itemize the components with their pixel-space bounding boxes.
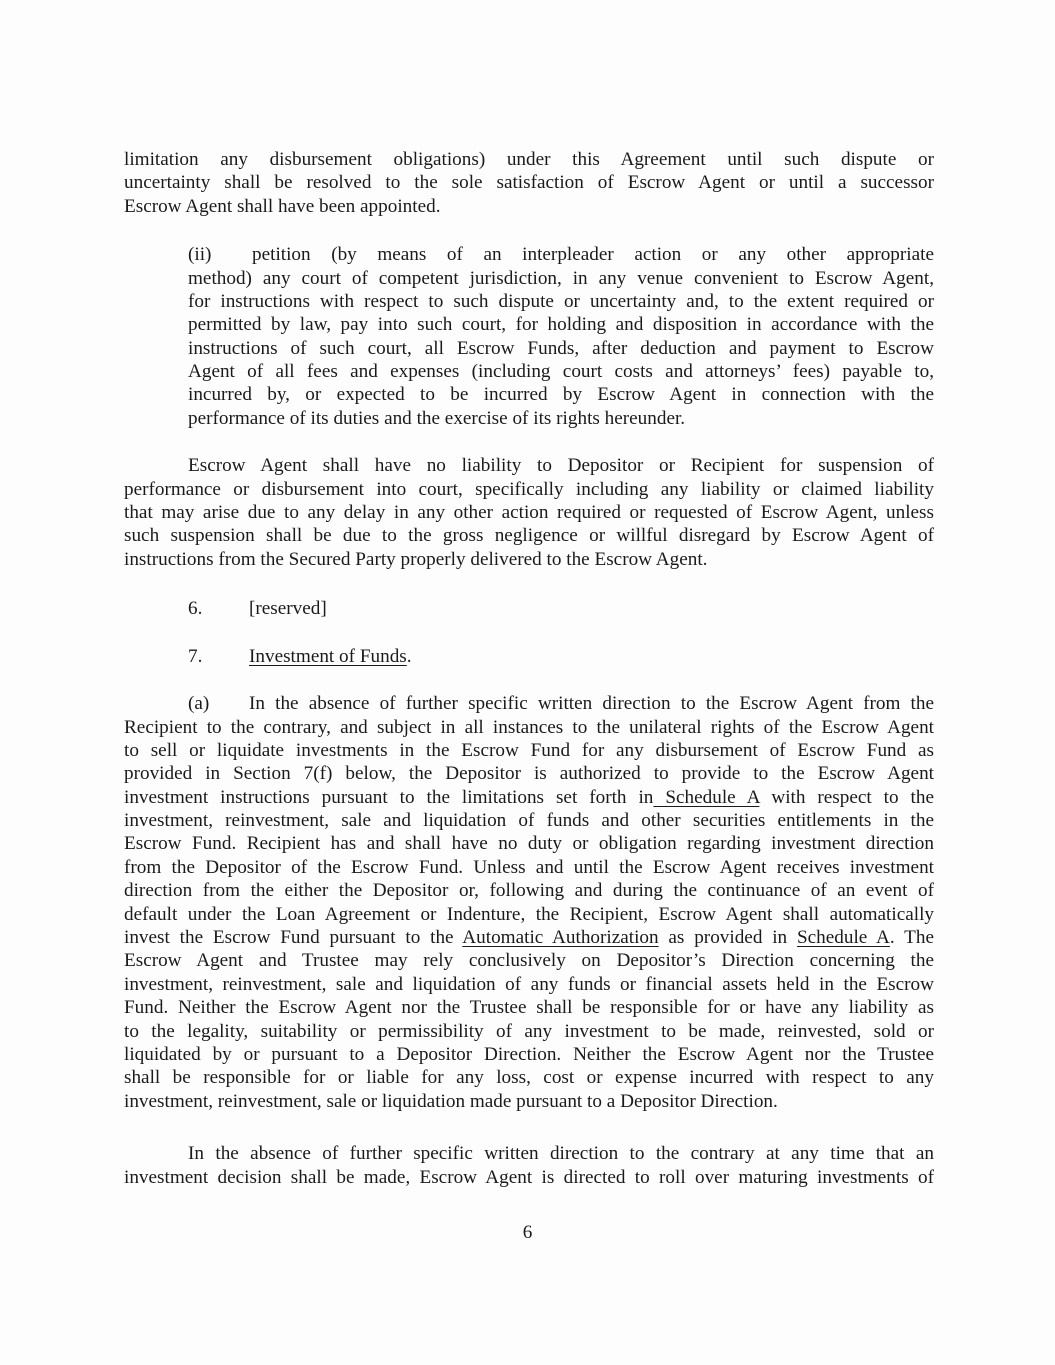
text-line: to the legality, suitability or permissibility of any investment to be made, reinvested, sold or xyxy=(124,1020,934,1042)
clause-ii-body xyxy=(188,267,934,431)
automatic-authorization-reference: Automatic Authorization xyxy=(462,927,659,949)
text-line: from the Depositor of the Escrow Fund. Unless and until the Escrow Agent receives investment xyxy=(124,856,934,878)
page-number: 6 xyxy=(522,1222,533,1243)
text-line: default under the Loan Agreement or Indenture, the Recipient, Escrow Agent shall automatically xyxy=(124,903,934,925)
text-line: Recipient to the contrary, and subject in all instances to the unilateral rights of the Escrow Agent xyxy=(124,716,934,738)
schedule-a-reference: Schedule A xyxy=(796,927,890,949)
text-line: investment, reinvestment, sale and liquidation of any funds or financial assets held in the Escrow xyxy=(124,973,934,995)
text-line: such suspension shall be due to the gross negligence or willful disregard by Escrow Agent of xyxy=(124,525,934,547)
text-line: uncertainty shall be resolved to the sole satisfaction of Escrow Agent or until a successor xyxy=(124,172,934,194)
rollover-paragraph-first-line xyxy=(188,1142,934,1165)
text-line: Escrow Agent shall have no liability to Depositor or Recipient for suspension of xyxy=(188,455,934,476)
schedule-a-reference: Schedule A xyxy=(653,786,760,808)
text-line: limitation any disbursement obligations) under this Agreement until such dispute or xyxy=(124,149,934,170)
text-line: In the absence of further specific written direction to the Escrow Agent from the xyxy=(249,693,934,714)
text-line: Escrow Agent and Trustee may rely conclusively on Depositor’s Direction concerning the xyxy=(124,950,934,972)
text-line: liquidated by or pursuant to a Depositor Direction. Neither the Escrow Agent nor the Trustee xyxy=(124,1043,934,1065)
text-line: investment decision shall be made, Escrow Agent is directed to roll over maturing investments of xyxy=(124,1166,934,1188)
rollover-paragraph-body xyxy=(124,1166,934,1189)
text-line: that may arise due to any delay in any other action required or requested of Escrow Agent, unless xyxy=(124,501,934,523)
section-6-title: [reserved] xyxy=(249,598,327,619)
text-line: direction from the either the Depositor or, following and during the continuance of an event of xyxy=(124,880,934,902)
text-line: instructions from the Secured Party properly delivered to the Escrow Agent. xyxy=(124,548,708,570)
text-line: to sell or liquidate investments in the Escrow Fund for any disbursement of Escrow Fund as xyxy=(124,739,934,761)
section-7-heading: Investment of Funds. xyxy=(249,646,412,667)
text-line: incurred by, or expected to be incurred by Escrow Agent in connection with the xyxy=(188,384,934,406)
text-line: method) any court of competent jurisdiction, in any venue convenient to Escrow Agent, xyxy=(188,267,934,289)
section-7-title: Investment of Funds xyxy=(249,646,407,667)
clause-ii-first-line xyxy=(252,243,934,266)
text-line: investment, reinvestment, sale or liquidation made pursuant to a Depositor Direction. xyxy=(124,1090,778,1112)
text-line: performance of its duties and the exercise of its rights hereunder. xyxy=(188,407,686,429)
paragraph-continuation xyxy=(124,148,934,218)
text-line: Escrow Fund. Recipient has and shall have no duty or obligation regarding investment direction xyxy=(124,833,934,855)
text-line: for instructions with respect to such dispute or uncertainty and, to the extent required or xyxy=(188,290,934,312)
liability-paragraph-first-line xyxy=(188,454,934,477)
text-line: permitted by law, pay into such court, for holding and disposition in accordance with the xyxy=(188,314,934,336)
section-6-number: 6. xyxy=(188,598,203,619)
text-line: Agent of all fees and expenses (including court costs and attorneys’ fees) payable to, xyxy=(188,361,934,383)
text-line: invest the Escrow Fund pursuant to the Automatic Authorization as provided in Schedule A. The xyxy=(124,927,934,949)
clause-a-body xyxy=(124,716,934,1114)
liability-paragraph-body xyxy=(124,478,934,572)
text-line: performance or disbursement into court, specifically including any liability or claimed liability xyxy=(124,478,934,500)
text-line: Escrow Agent shall have been appointed. xyxy=(124,195,441,217)
text-line: In the absence of further specific written direction to the contrary at any time that an xyxy=(188,1143,934,1164)
clause-a-first-line xyxy=(249,692,934,715)
section-7-number: 7. xyxy=(188,646,203,667)
text-line: investment, reinvestment, sale and liquidation of funds and other securities entitlements in the xyxy=(124,810,934,832)
text-line: provided in Section 7(f) below, the Depositor is authorized to provide to the Escrow Agent xyxy=(124,763,934,785)
text-line: petition (by means of an interpleader action or any other appropriate xyxy=(252,244,934,265)
text-line: instructions of such court, all Escrow Funds, after deduction and payment to Escrow xyxy=(188,337,934,359)
text-line: shall be responsible for or liable for any loss, cost or expense incurred with respect to any xyxy=(124,1067,934,1089)
clause-marker-a: (a) xyxy=(188,693,210,714)
text-line: Fund. Neither the Escrow Agent nor the Trustee shall be responsible for or have any liability as xyxy=(124,997,934,1019)
clause-marker-ii: (ii) xyxy=(188,244,212,265)
text-line: investment instructions pursuant to the limitations set forth in Schedule A with respect to the xyxy=(124,786,934,808)
